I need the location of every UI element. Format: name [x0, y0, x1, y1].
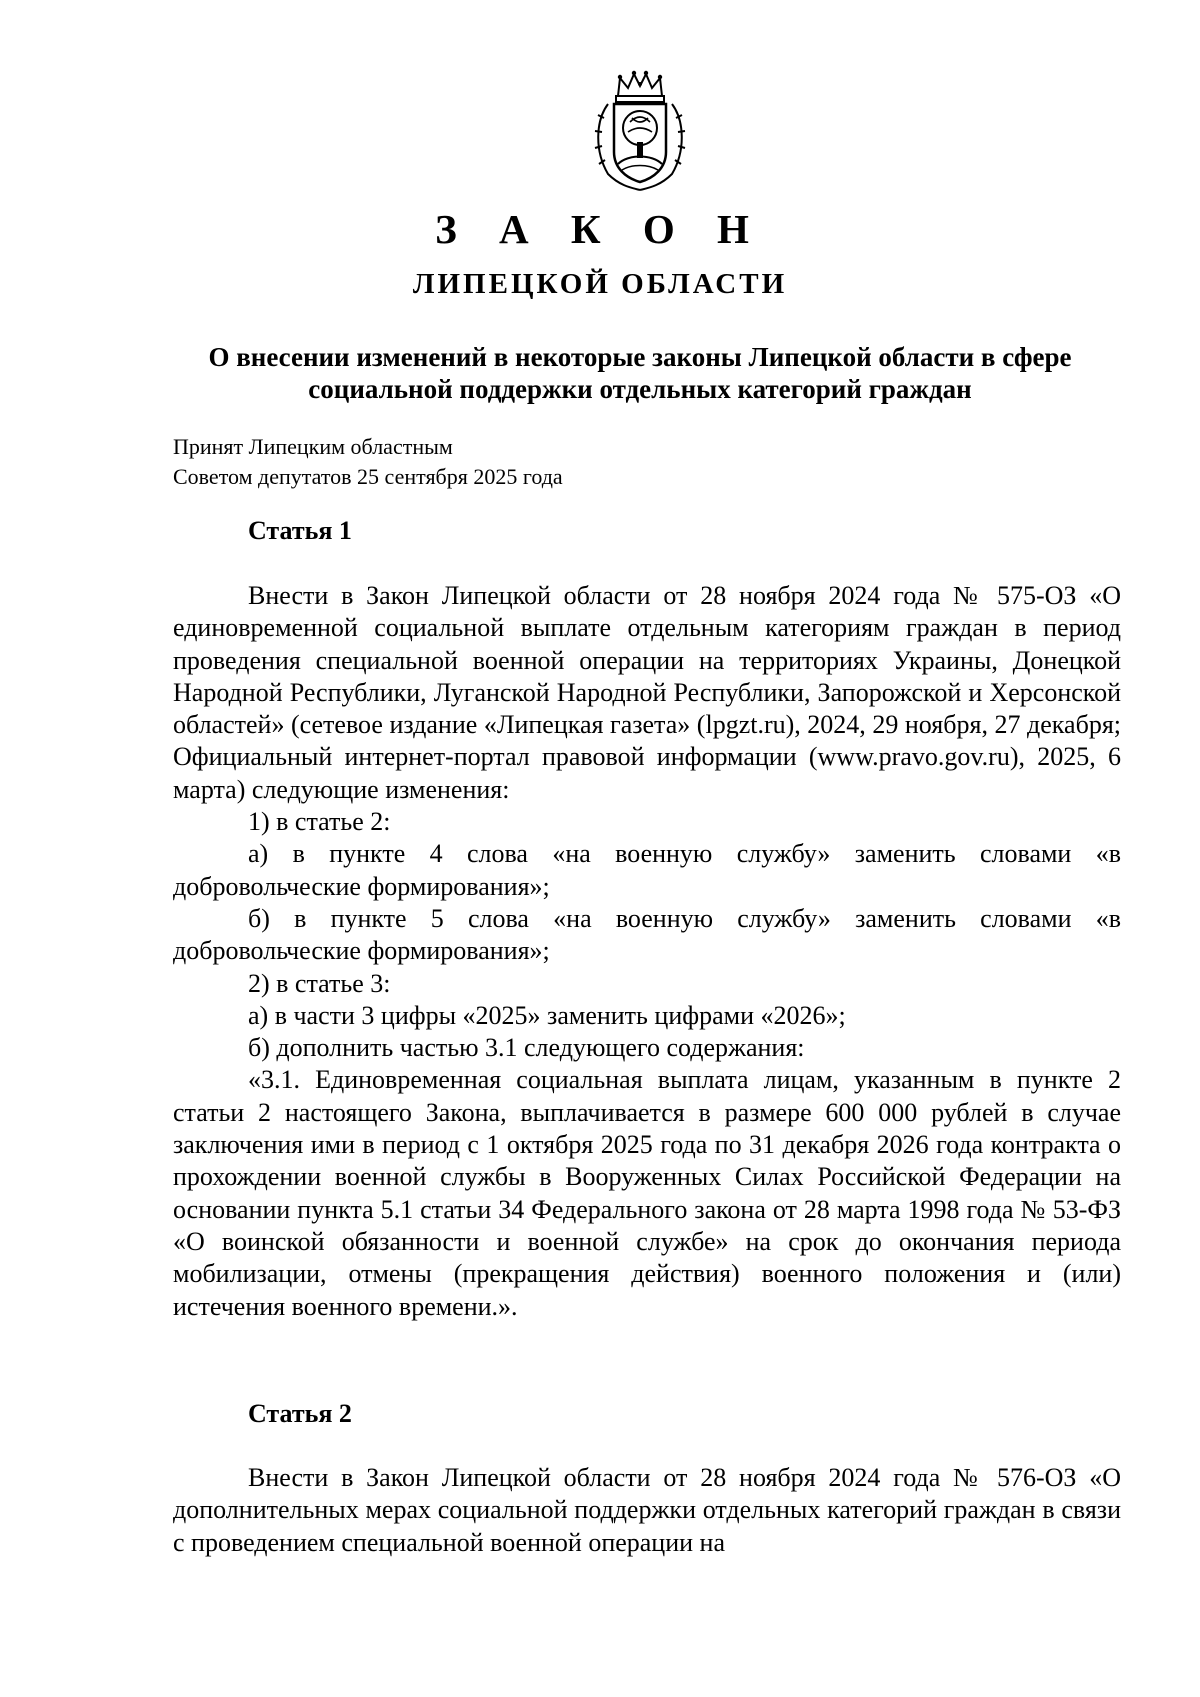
article-2-heading: Статья 2 [248, 1399, 352, 1428]
article-2-body [173, 1462, 1121, 1559]
article-1-paragraph: 1) в статье 2: [248, 807, 391, 837]
law-name-line2: социальной поддержки отдельных категорий граждан [308, 374, 972, 404]
article-1-heading: Статья 1 [248, 516, 352, 545]
article-1-paragraph: б) дополнить частью 3.1 следующего содержания: [248, 1033, 805, 1063]
coat-of-arms-icon [590, 70, 690, 192]
law-name-line1: О внесении изменений в некоторые законы Липецкой области в сфере [208, 342, 1072, 372]
article-1-paragraph: б) в пункте 5 слова «на военную службу» заменить словами «в добровольческие формирования»; [173, 903, 1121, 966]
article-1-paragraph: 2) в статье 3: [248, 968, 391, 998]
law-name [160, 341, 1120, 405]
adoption-note [173, 432, 563, 492]
article-1-body [173, 580, 1121, 1323]
article-1-paragraph: Внести в Закон Липецкой области от 28 ноября 2024 года № 575-ОЗ «О единовременной социальной выплате отдельным категориям граждан в период проведения специальной военной операции на территориях Украины, Донецкой Народной Республики, Луганской Народной Республики, Запорожской и Херсонской областей» (сетевое издание «Липецкая газета» (lpgzt.ru), 2024, 29 ноября, 27 декабря; Официальный интернет-портал правовой информации (www.pravo.gov.ru), 2025, 6 марта) следующие изменения: [173, 581, 1121, 804]
adoption-note-line2: Советом депутатов 25 сентября 2025 года [173, 464, 563, 489]
article-1-paragraph: «3.1. Единовременная социальная выплата лицам, указанным в пункте 2 статьи 2 настоящего Закона, выплачивается в размере 600 000 рублей в случае заключения ими в период с 1 октября 2025 года по 31 декабря 2026 года контракта о прохождении военной службы в Вооруженных Силах Российской Федерации на основании пункта 5.1 статьи 34 Федерального закона от 28 марта 1998 года № 53-ФЗ «О воинской обязанности и военной службе» на срок до окончания периода мобилизации, отмены (прекращения действия) военного положения и (или) истечения военного времени.». [173, 1065, 1121, 1321]
law-title: З А К О Н [435, 206, 765, 252]
article-1-paragraph: а) в части 3 цифры «2025» заменить цифрами «2026»; [248, 1000, 846, 1030]
law-subtitle: ЛИПЕЦКОЙ ОБЛАСТИ [412, 268, 788, 300]
article-2-paragraph: Внести в Закон Липецкой области от 28 ноября 2024 года № 576-ОЗ «О дополнительных мерах социальной поддержки отдельных категорий граждан в связи с проведением специальной военной операции на [173, 1463, 1121, 1557]
adoption-note-line1: Принят Липецким областным [173, 434, 453, 459]
article-1-paragraph: а) в пункте 4 слова «на военную службу» заменить словами «в добровольческие формирования»; [173, 839, 1121, 901]
